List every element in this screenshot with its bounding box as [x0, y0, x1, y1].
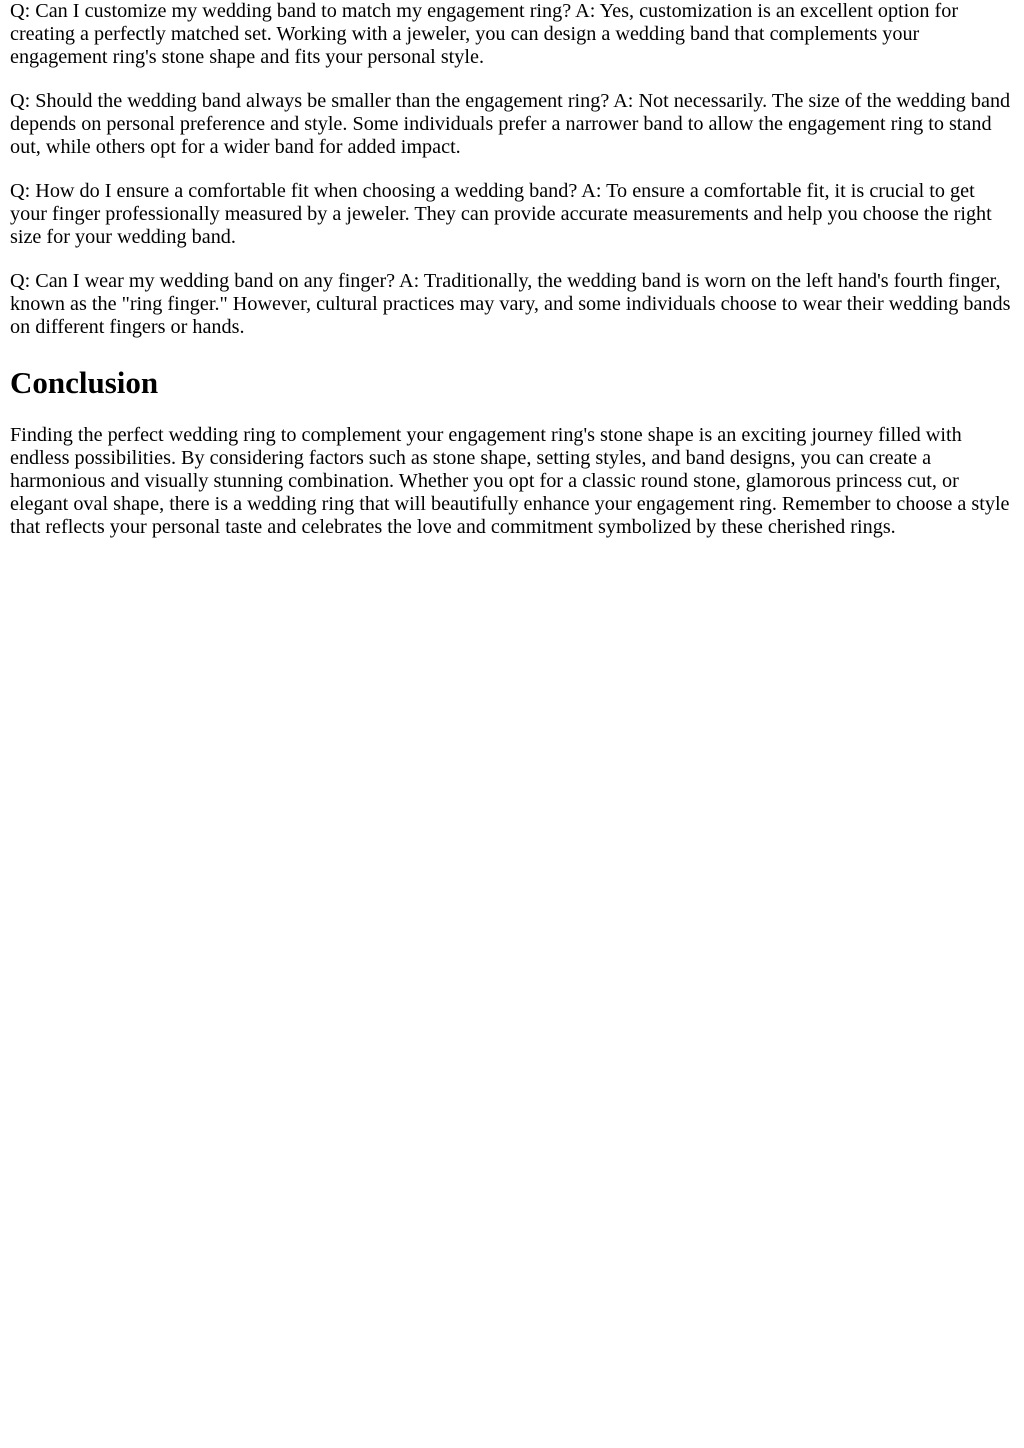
faq-customize-band: Q: Can I customize my wedding band to match my engagement ring? A: Yes, customization is an excellent option for creating a perfectly matched set. Working with a jeweler, you can design a wedding band that complements your engagement ring's stone shape and fits your personal style.	[10, 0, 959, 68]
faq-band-size: Q: Should the wedding band always be smaller than the engagement ring? A: Not necessarily. The size of the wedding band depends on personal preference and style. Some individuals prefer a narrower band to allow the engagement ring to stand out, while others opt for a wider band for added impact.	[10, 90, 1011, 158]
faq-which-finger: Q: Can I wear my wedding band on any finger? A: Traditionally, the wedding band is worn on the left hand's fourth finger, known as the "ring finger." However, cultural practices may vary, and some individuals choose to wear their wedding bands on different fingers or hands.	[10, 270, 1011, 338]
conclusion-paragraph: Finding the perfect wedding ring to complement your engagement ring's stone shape is an exciting journey filled with endless possibilities. By considering factors such as stone shape, setting styles, and band designs, you can create a harmonious and visually stunning combination. Whether you opt for a classic round stone, glamorous princess cut, or elegant oval shape, there is a wedding ring that will beautifully enhance your engagement ring. Remember to choose a style that reflects your personal taste and celebrates the love and commitment symbolized by these cherished rings.	[10, 424, 1010, 538]
document-page	[0, 0, 1024, 539]
conclusion-heading: Conclusion	[10, 365, 159, 400]
faq-comfortable-fit: Q: How do I ensure a comfortable fit when choosing a wedding band? A: To ensure a comfortable fit, it is crucial to get your finger professionally measured by a jeweler. They can provide accurate measurements and help you choose the right size for your wedding band.	[10, 180, 992, 248]
